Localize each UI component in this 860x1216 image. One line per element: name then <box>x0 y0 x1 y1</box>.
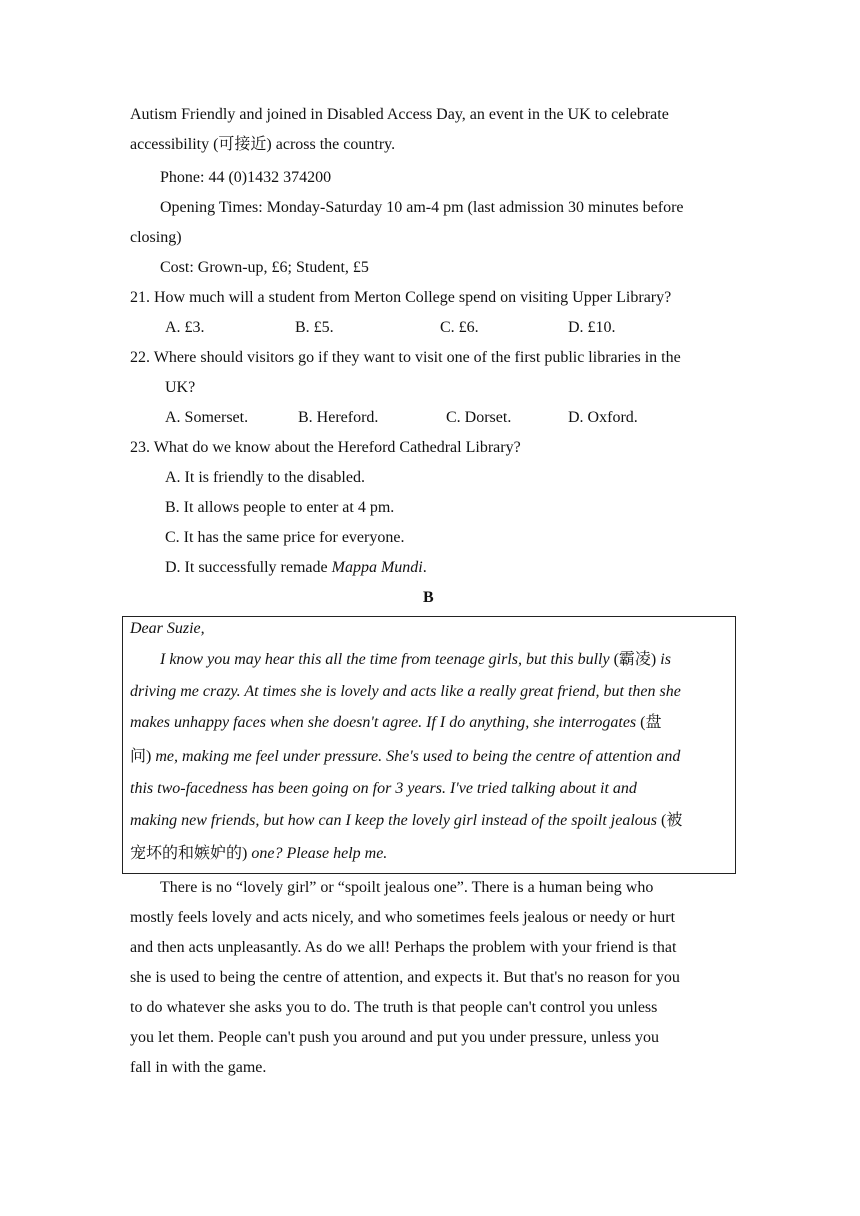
reply-line: and then acts unpleasantly. As do we all! Perhaps the problem with your friend is that <box>130 939 677 956</box>
answer-option: C. Dorset. <box>446 409 512 426</box>
answer-option: B. £5. <box>295 319 334 336</box>
question-stem: 22. Where should visitors go if they want to visit one of the first public libraries in the <box>130 349 681 366</box>
reply-line: mostly feels lovely and acts nicely, and who sometimes feels jealous or needy or hurt <box>130 909 676 926</box>
question-stem-cont: UK? <box>165 379 196 396</box>
gloss-text: (霸凌) <box>613 651 657 668</box>
answer-option: B. It allows people to enter at 4 pm. <box>165 499 395 516</box>
letter-text: makes unhappy faces when she doesn't agree. If I do anything, she interrogates <box>130 714 641 731</box>
letter-line <box>130 811 682 831</box>
gloss-text: 问) <box>130 748 152 765</box>
reply-line: you let them. People can't push you around and put you under pressure, unless you <box>130 1029 660 1046</box>
reply-line: There is no “lovely girl” or “spoilt jealous one”. There is a human being who <box>160 879 654 896</box>
letter-line <box>160 650 671 670</box>
option-text-end: . <box>422 559 427 576</box>
option-italic-title: Mappa Mundi <box>331 559 423 576</box>
letter-line <box>130 844 387 864</box>
answer-option: C. It has the same price for everyone. <box>165 529 405 546</box>
reply-line: to do whatever she asks you to do. The truth is that people can't control you unless <box>130 999 658 1016</box>
letter-line: driving me crazy. At times she is lovely and acts like a really great friend, but then she <box>130 683 681 700</box>
answer-option: A. £3. <box>165 319 205 336</box>
section-heading: B <box>423 589 434 606</box>
phone-info: Phone: 44 (0)1432 374200 <box>160 169 332 186</box>
gloss-text: (盘 <box>640 714 662 731</box>
answer-option: A. Somerset. <box>165 409 249 426</box>
answer-option: D. £10. <box>568 319 616 336</box>
answer-option: A. It is friendly to the disabled. <box>165 469 365 486</box>
cost-info: Cost: Grown-up, £6; Student, £5 <box>160 259 369 276</box>
letter-line: this two-facedness has been going on for 3 years. I've tried talking about it and <box>130 780 637 797</box>
letter-line <box>130 747 680 767</box>
answer-option <box>165 558 427 578</box>
letter-text: is <box>656 651 671 668</box>
opening-times: Opening Times: Monday-Saturday 10 am-4 pm (last admission 30 minutes before <box>160 199 684 216</box>
letter-text: making new friends, but how can I keep the lovely girl instead of the spoilt jealous <box>130 812 662 829</box>
option-text: D. It successfully remade <box>165 559 332 576</box>
reply-line: fall in with the game. <box>130 1059 267 1076</box>
letter-line <box>130 713 661 733</box>
question-stem: 21. How much will a student from Merton College spend on visiting Upper Library? <box>130 289 672 306</box>
letter-text: me, making me feel under pressure. She's used to being the centre of attention and <box>151 748 681 765</box>
gloss-text: 宠坏的和嫉妒的) <box>130 845 248 862</box>
answer-option: C. £6. <box>440 319 479 336</box>
passage-text-line: accessibility (可接近) across the country. <box>130 136 396 153</box>
reply-line: she is used to being the centre of attention, and expects it. But that's no reason for you <box>130 969 680 986</box>
letter-text: one? Please help me. <box>247 845 388 862</box>
letter-salutation: Dear Suzie, <box>130 620 205 637</box>
passage-text-line: Autism Friendly and joined in Disabled Access Day, an event in the UK to celebrate <box>130 106 669 123</box>
gloss-text: (被 <box>661 812 683 829</box>
answer-option: B. Hereford. <box>298 409 379 426</box>
question-stem: 23. What do we know about the Hereford Cathedral Library? <box>130 439 521 456</box>
letter-text: I know you may hear this all the time from teenage girls, but this bully <box>160 651 614 668</box>
opening-times-cont: closing) <box>130 229 182 246</box>
answer-option: D. Oxford. <box>568 409 638 426</box>
